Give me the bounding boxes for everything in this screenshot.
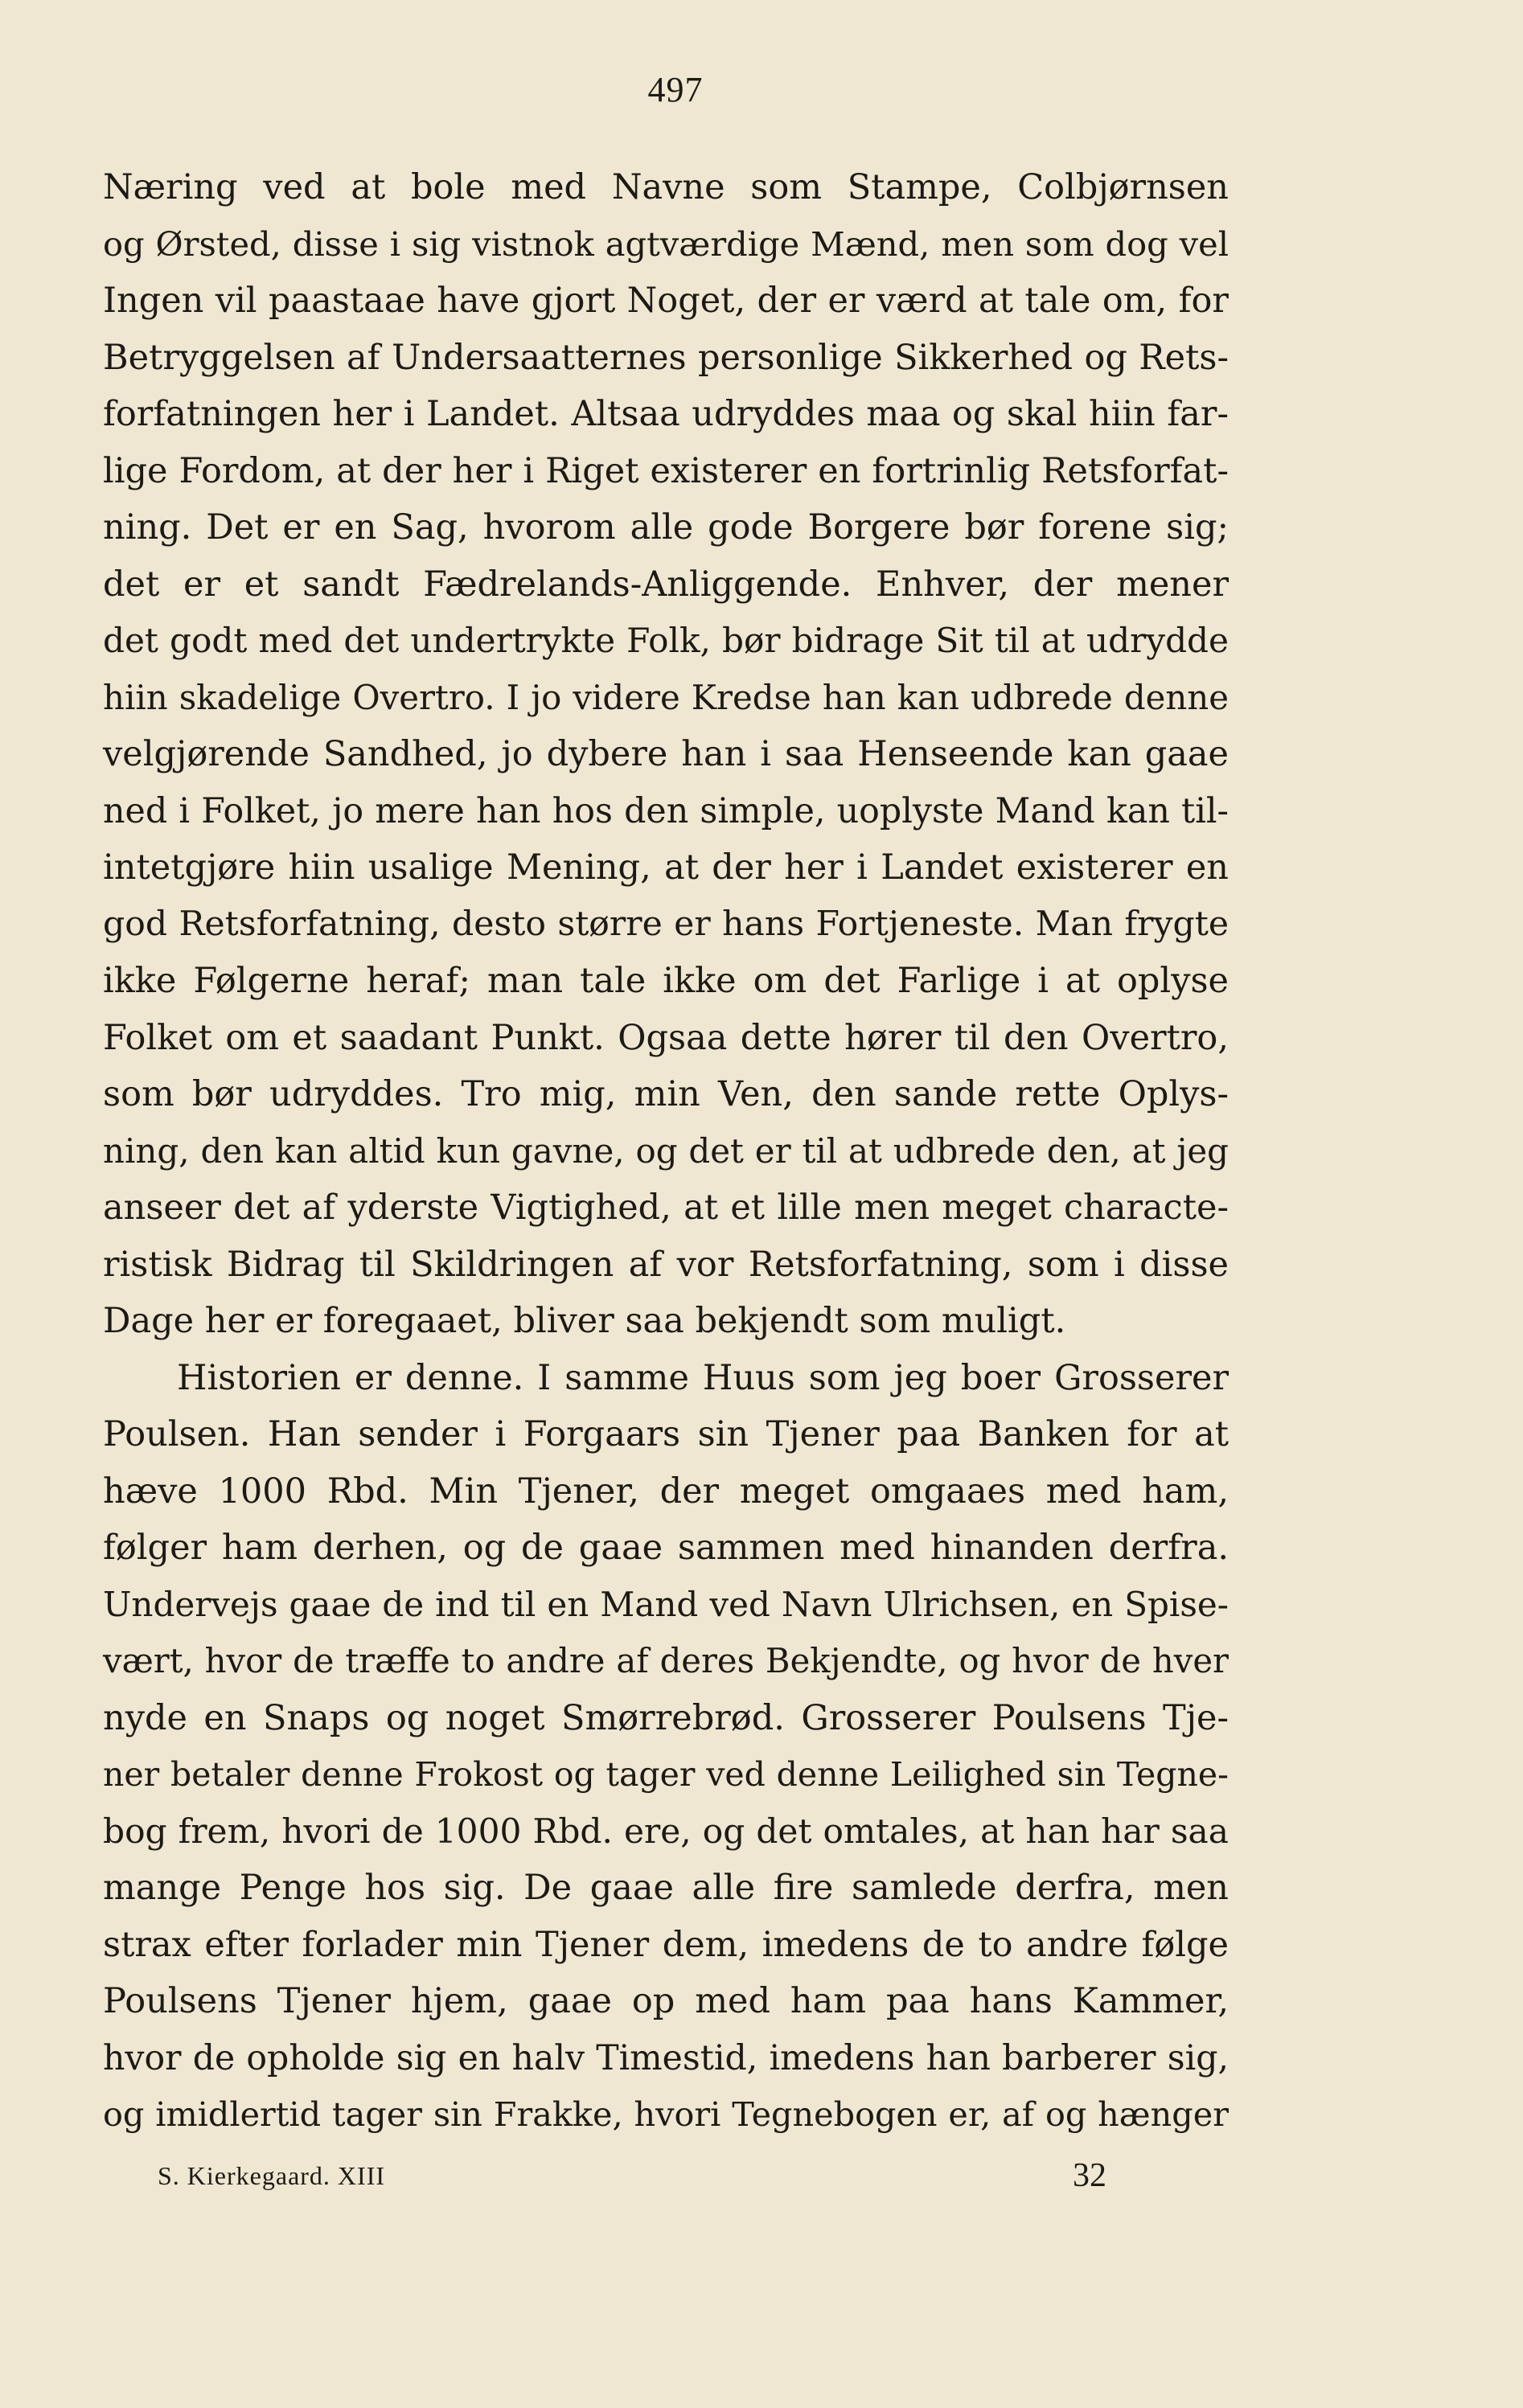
text-line: hiin skadelige Overtro. I jo videre Kredse han kan udbrede denne (103, 677, 1229, 717)
text-line: Historien er denne. I samme Huus som jeg boer Grosserer (177, 1357, 1229, 1398)
text-line: ner betaler denne Frokost og tager ved denne Leilighed sin Tegne- (103, 1755, 1229, 1794)
footer-signature: S. Kierkegaard. XIII (158, 2161, 385, 2190)
text-line: forfatningen her i Landet. Altsaa udryddes maa og skal hiin far- (103, 394, 1229, 434)
text-line: bog frem, hvori de 1000 Rbd. ere, og det omtales, at han har saa (103, 1811, 1229, 1851)
text-line: lige Fordom, at der her i Riget existerer en fortrinlig Retsforfat- (103, 450, 1229, 491)
text-line: hvor de opholde sig en halv Timestid, imedens han barberer sig, (103, 2037, 1229, 2078)
text-line: Næring ved at bole med Navne som Stampe, Colbjørnsen (103, 167, 1229, 207)
text-line: ning. Det er en Sag, hvorom alle gode Borgere bør forene sig; (103, 507, 1229, 548)
page-footer (158, 2157, 1106, 2201)
text-line: Poulsens Tjener hjem, gaae op med ham paa hans Kammer, (103, 1981, 1229, 2021)
text-line: intetgjøre hiin usalige Mening, at der her i Landet existerer en (103, 847, 1229, 888)
text-line: ikke Følgerne heraf; man tale ikke om det Farlige i at oplyse (103, 961, 1229, 1001)
text-line: som bør udryddes. Tro mig, min Ven, den sande rette Oplys- (103, 1074, 1229, 1114)
text-line: Betryggelsen af Undersaatternes personlige Sikkerhed og Rets- (103, 337, 1229, 378)
text-line: ned i Folket, jo mere han hos den simple, uoplyste Mand kan til- (103, 790, 1229, 831)
sheet-number: 32 (1073, 2157, 1106, 2194)
text-line: Folket om et saadant Punkt. Ogsaa dette hører til den Overtro, (103, 1017, 1229, 1058)
text-line: god Retsforfatning, desto større er hans Fortjeneste. Man frygte (103, 904, 1229, 944)
paragraph (103, 159, 1229, 1350)
text-line: hæve 1000 Rbd. Min Tjener, der meget omgaaes med ham, (103, 1471, 1229, 1512)
body-text (103, 159, 1229, 2143)
text-line: det er et sandt Fædrelands-Anliggende. Enhver, der mener (103, 564, 1229, 605)
text-line: Dage her er foregaaet, bliver saa bekjendt som muligt. (103, 1301, 1066, 1341)
text-line: følger ham derhen, og de gaae sammen med hinanden derfra. (103, 1528, 1229, 1568)
text-line: ristisk Bidrag til Skildringen af vor Retsforfatning, som i disse (103, 1244, 1229, 1285)
text-line: Poulsen. Han sender i Forgaars sin Tjener paa Banken for at (103, 1414, 1229, 1454)
text-line: vært, hvor de træffe to andre af deres Bekjendte, og hvor de hver (103, 1641, 1229, 1680)
text-line: Undervejs gaae de ind til en Mand ved Navn Ulrichsen, en Spise- (103, 1584, 1229, 1624)
paragraph (103, 1350, 1229, 2143)
text-line: og Ørsted, disse i sig vistnok agtværdige Mænd, men som dog vel (103, 224, 1229, 264)
page-number: 497 (647, 70, 704, 109)
text-line: nyde en Snaps og noget Smørrebrød. Grosserer Poulsens Tje- (103, 1697, 1229, 1738)
text-line: Ingen vil paastaae have gjort Noget, der er værd at tale om, for (103, 281, 1229, 321)
text-line: velgjørende Sandhed, jo dybere han i saa Henseende kan gaae (103, 734, 1229, 774)
text-line: anseer det af yderste Vigtighed, at et lille men meget characte- (103, 1188, 1229, 1228)
text-line: ning, den kan altid kun gavne, og det er til at udbrede den, at jeg (103, 1130, 1229, 1171)
text-line: strax efter forlader min Tjener dem, imedens de to andre følge (103, 1924, 1229, 1965)
text-line: mange Penge hos sig. De gaae alle fire samlede derfra, men (103, 1868, 1229, 1908)
text-line: det godt med det undertrykte Folk, bør bidrage Sit til at udrydde (103, 621, 1229, 660)
text-line: og imidlertid tager sin Frakke, hvori Tegnebogen er, af og hænger (103, 2095, 1229, 2134)
